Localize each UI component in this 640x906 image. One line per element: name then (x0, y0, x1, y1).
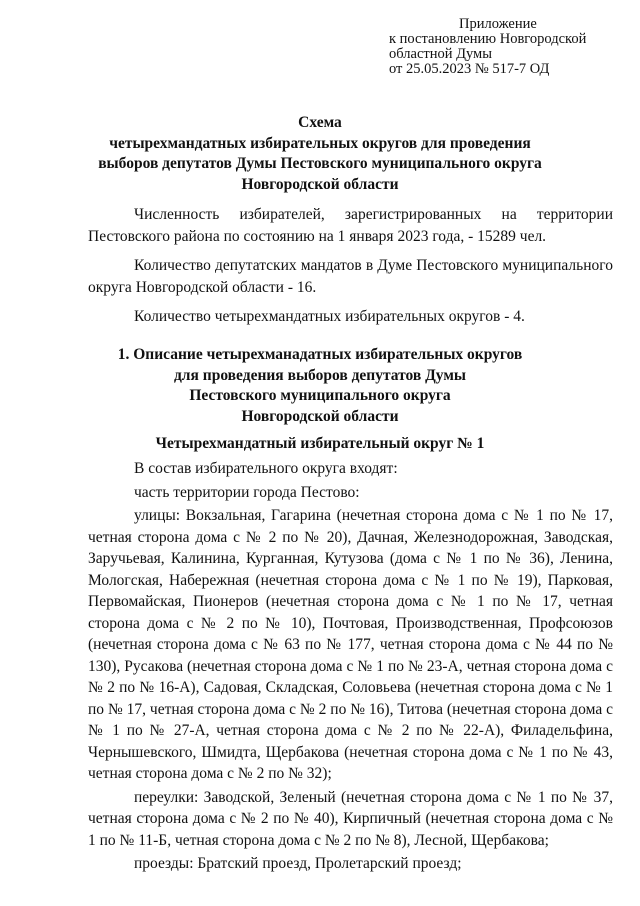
title-line-3: выборов депутатов Думы Пестовского муниципального округа (98, 155, 542, 172)
district-1-heading (30, 434, 610, 455)
section-1-line-2: для проведения выборов депутатов Думы (173, 366, 467, 384)
section-1-heading (30, 345, 610, 427)
section-1-line-3: Пестовского муниципального округа (189, 387, 451, 404)
lanes-paragraph: переулки: Заводской, Зеленый (нечетная сторона дома с № 1 по № 37, четная сторона дома с № 2 по № 40), Кирпичный (нечетная сторона дома с № 1 по № 11-Б, четная сторона дома с № 2 по № 8), Лесной, Щербакова; (88, 788, 613, 849)
intro-block (88, 204, 613, 328)
districts-paragraph: Количество четырехмандатных избирательных округов - 4. (134, 308, 525, 325)
includes-paragraph: В состав избирательного округа входят: (134, 460, 398, 477)
document-title (30, 113, 610, 195)
appendix-line-2: к постановлению Новгородской (389, 31, 587, 47)
territory-paragraph: часть территории города Пестово: (134, 483, 360, 501)
passages-paragraph: проезды: Братский проезд, Пролетарский проезд; (134, 855, 462, 872)
title-line-4: Новгородской области (241, 175, 399, 193)
appendix-header (389, 17, 629, 77)
appendix-line-3: областной Думы (389, 46, 492, 62)
appendix-line-4: от 25.05.2023 № 517-7 ОД (389, 61, 550, 77)
title-line-2: четырехмандатных избирательных округов для проведения (109, 134, 531, 152)
section-1-line-4: Новгородской области (241, 407, 399, 425)
voters-paragraph: Численность избирателей, зарегистрированных на территории Пестовского района по состоянию на 1 января 2023 года, - 15289 чел. (88, 206, 613, 245)
streets-paragraph: улицы: Вокзальная, Гагарина (нечетная сторона дома с № 1 по № 17, четная сторона дома с № 2 по № 20), Дачная, Железнодорожная, Заводская, Заручьевая, Калинина, Курганная, Кутузова (дома с № 1 по № 36), Ленина, Мологская, Набережная (нечетная сторона дома с № 1 по № 19), Парковая, Первомайская, Пионеров (нечетная сторона дома с № 1 по № 17, четная сторона дома с № 2 по № 10), Почтовая, Производственная, Профсоюзов (нечетная сторона дома с № 63 по № 177, четная сторона дома с № 44 по № 130), Русакова (нечетная сторона дома с № 1 по № 23-А, четная сторона дома с № 2 по № 16-А), Садовая, Складская, Соловьева (нечетная сторона дома с № 1 по № 17, четная сторона дома с № 2 по № 16), Титова (нечетная сторона дома с № 1 по № 27-А, четная сторона дома с № 2 по № 22-А), Филадельфина, Чернышевского, Шмидта, Щербакова (нечетная сторона дома с № 1 по № 43, четная сторона дома с № 2 по № 32); (88, 507, 613, 782)
mandates-paragraph: Количество депутатских мандатов в Думе Пестовского муниципального округа Новгородской области - 16. (88, 257, 613, 296)
title-line-1: Схема (298, 114, 342, 131)
district-1-body (88, 458, 613, 875)
district-1-heading-text: Четырехмандатный избирательный округ № 1 (155, 435, 485, 452)
section-1-line-1: 1. Описание четырехманадатных избирательных округов (117, 346, 523, 363)
appendix-line-1: Приложение (459, 16, 537, 32)
